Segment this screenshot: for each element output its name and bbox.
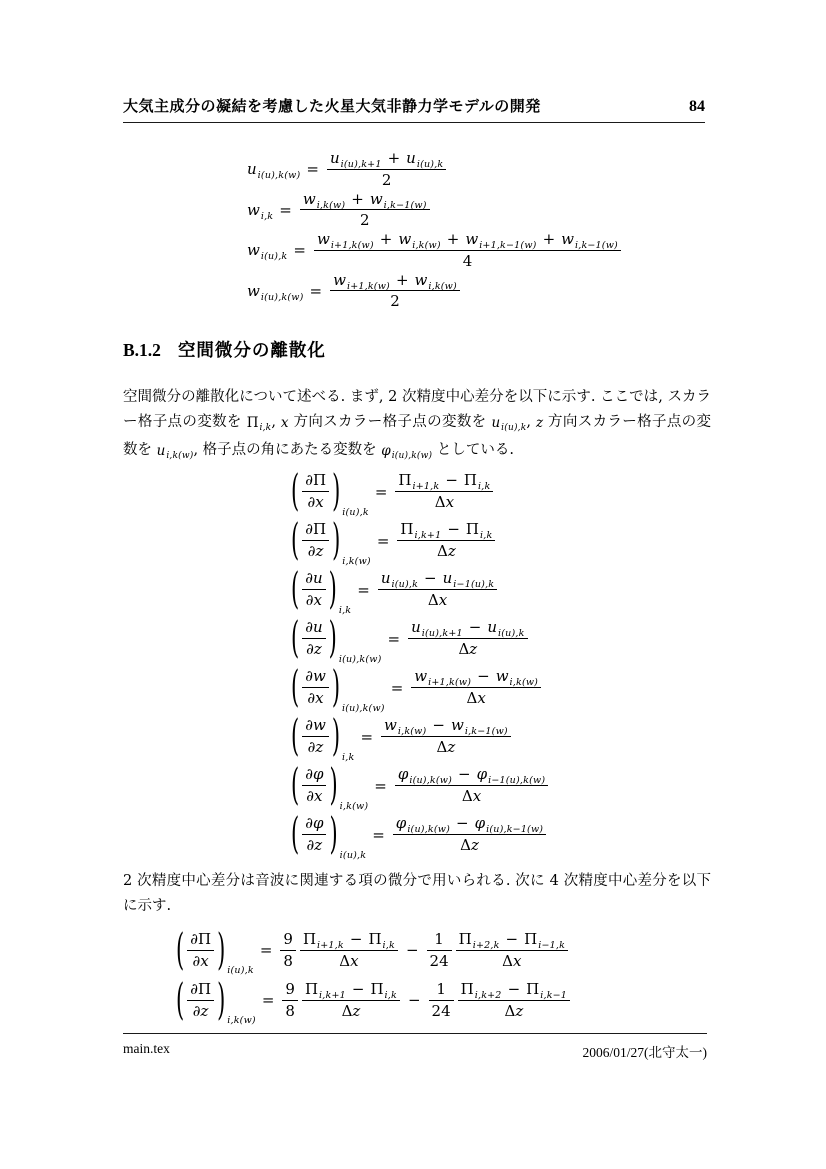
footer-filename: main.tex [123, 1041, 170, 1056]
inline-math: z [535, 415, 544, 431]
equation: ( $\frac{\partial\varphi}{\partial x}$ ) i,k(w) = φ i(u),k(w) − φ i−1(u),k(w) Δ x [290, 761, 550, 810]
paragraph-text: , 格子点の角にあたる変数を [193, 442, 382, 458]
equation: ( $\frac{\partial\varphi}{\partial z}$ ) i(u),k = φ i(u),k(w) − φ i(u),k−1(w) Δ z [290, 810, 550, 859]
inline-math: Π i,k [246, 415, 272, 433]
section-title: 空間微分の離散化 [177, 340, 326, 360]
equation: w i,k = w i,k(w) + w i,k−1(w) 2 [247, 190, 623, 231]
paragraph-text: , [526, 414, 536, 430]
paragraph-text: 方向スカラー格子点の変数を [123, 414, 712, 458]
equation: ( $\frac{\partial w}{\partial x}$ ) i(u),k(w) = w i+1,k(w) − w i,k(w) Δ x [290, 663, 550, 712]
page-footer [123, 1033, 707, 1061]
equation: ( ∂ Π ∂z ) i,k(w) = Π i,k+1 − Π i,k Δ z [290, 516, 550, 565]
section-heading [123, 337, 326, 362]
header-title: 大気主成分の凝結を考慮した火星大気非静力学モデルの開発 [123, 98, 541, 115]
equation: ( $\frac{\partial u}{\partial z}$ ) i(u),k(w) = u i(u),k+1 − u i(u),k Δ z [290, 614, 550, 663]
paragraph-text: , [271, 414, 281, 430]
running-header [123, 95, 705, 123]
equation-block-4th-order [175, 925, 572, 1025]
equation: ( ∂ Π ∂z ) i,k(w) = $\frac{9}{8}$ Π i,k+1 − Π i,k Δ z − $\frac{1}{24}$ Π i,k+2 − Π i,k−1 Δ z [175, 975, 572, 1025]
equation: w i(u),k = w i+1,k(w) + w i,k(w) + w i+1,k−1(w) + w i,k−1(w) 4 [247, 230, 623, 271]
inline-math: u i(u),k [491, 415, 527, 433]
paragraph-intro [123, 385, 711, 466]
equation-block-2nd-order [290, 467, 550, 859]
inline-math: u i,k(w) [156, 443, 194, 461]
equation: u i(u),k(w) = u i(u),k+1 + u i(u),k 2 [247, 149, 623, 190]
equation: ( ∂ Π ∂x ) i(u),k = $\frac{9}{8}$ Π i+1,k − Π i,k Δ x − $\frac{1}{24}$ Π i+2,k − Π i−1,k Δ x [175, 925, 572, 975]
footer-date-author: 2006/01/27(北守太一) [582, 1045, 707, 1060]
paragraph-text: 空間微分の離散化について述べる. まず, 2 次精度中心差分を以下に示す. ここでは, スカラー格子点の変数を [123, 389, 711, 430]
equation: w i(u),k(w) = w i+1,k(w) + w i,k(w) 2 [247, 271, 623, 312]
section-number: B.1.2 [123, 340, 161, 360]
equation: ( ∂ Π ∂x ) i(u),k = Π i+1,k − Π i,k Δ x [290, 467, 550, 516]
paragraph-transition [123, 869, 711, 919]
paragraph-text: 2 次精度中心差分は音波に関連する項の微分で用いられる. 次に 4 次精度中心差分を以下に示す. [123, 873, 711, 914]
paragraph-text: としている. [432, 442, 514, 458]
equation: ( $\frac{\partial w}{\partial z}$ ) i,k = w i,k(w) − w i,k−1(w) Δ z [290, 712, 550, 761]
equation: ( $\frac{\partial u}{\partial x}$ ) i,k = u i(u),k − u i−1(u),k Δ x [290, 565, 550, 614]
paragraph-text: 方向スカラー格子点の変数を [288, 414, 492, 430]
inline-math: x [280, 415, 289, 431]
inline-math: φ i(u),k(w) [381, 443, 433, 461]
equation-block-averaging [247, 149, 623, 311]
page-number: 84 [689, 98, 705, 115]
